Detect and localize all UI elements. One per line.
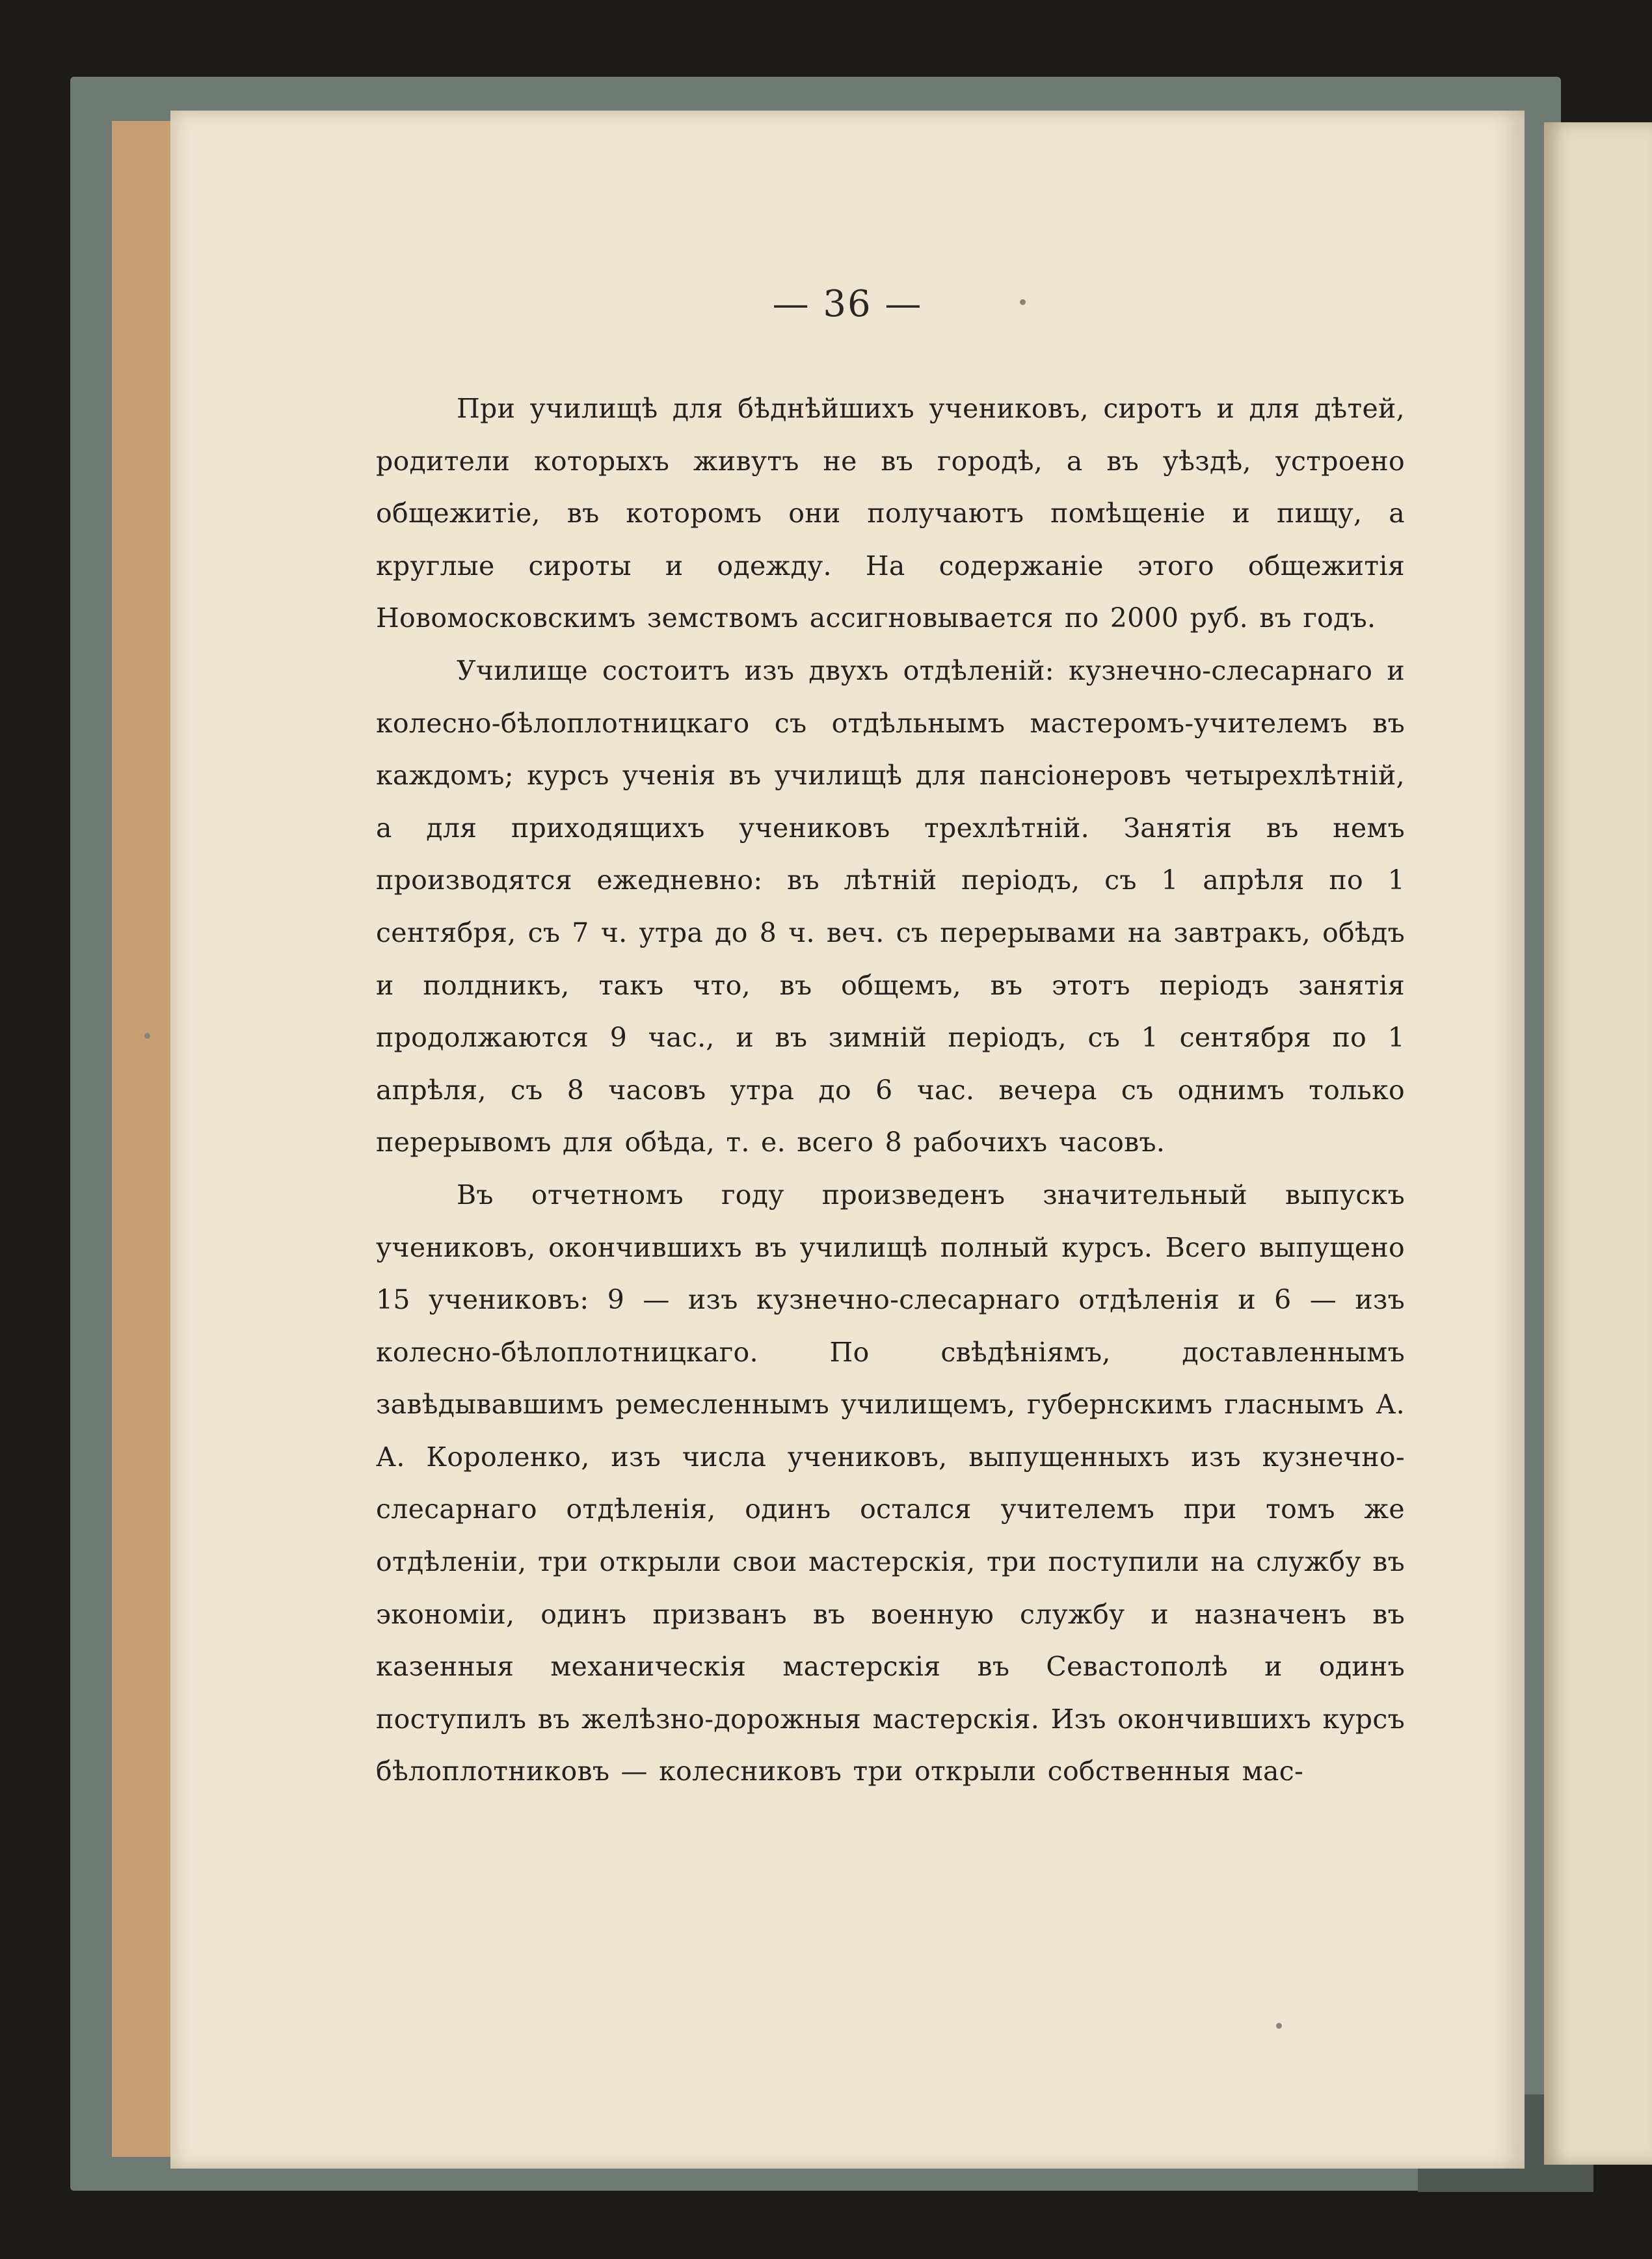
paragraph-1: При училищѣ для бѣднѣйшихъ учениковъ, сиротъ и для дѣтей, родители которыхъ живутъ не въ городѣ, а въ уѣздѣ, устроено общежитіе, въ которомъ они получаютъ помѣщеніе и пищу, а круглые сироты и одежду. На содержаніе этого общежитія Новомосковскимъ земствомъ ассигновывается по 2000 руб. въ годъ. bbox=[376, 393, 1405, 634]
page-number: — 36 — bbox=[772, 283, 923, 325]
paragraph-3: Въ отчетномъ году произведенъ значительный выпускъ учениковъ, окончившихъ въ училищѣ полный курсъ. Всего выпущено 15 учениковъ: 9 — изъ кузнечно-слесарнаго отдѣленія и 6 — изъ колесно-бѣлоплотницкаго. По свѣдѣніямъ, доставленнымъ завѣдывавшимъ ремесленнымъ училищемъ, губернскимъ гласнымъ А. А. Короленко, изъ числа учениковъ, выпущенныхъ изъ кузнечно-слесарнаго отдѣленія, одинъ остался учителемъ при томъ же отдѣленіи, три открыли свои мастерскія, три поступили на службу въ экономіи, одинъ призванъ въ военную службу и назначенъ въ казенныя механическія мастерскія въ Севастополѣ и одинъ поступилъ въ желѣзно-дорожныя мастерскія. Изъ окончившихъ курсъ бѣлоплотниковъ — колесниковъ три открыли собственныя мас- bbox=[376, 1179, 1405, 1787]
paper-speck bbox=[1276, 2023, 1282, 2029]
paragraph-2: Училище состоитъ изъ двухъ отдѣленій: кузнечно-слесарнаго и колесно-бѣлоплотницкаго съ отдѣльнымъ мастеромъ-учителемъ въ каждомъ; курсъ ученія въ училищѣ для пансіонеровъ четырехлѣтній, а для приходящихъ учениковъ трехлѣтній. Занятія въ немъ производятся ежедневно: въ лѣтній періодъ, съ 1 апрѣля по 1 сентября, съ 7 ч. утра до 8 ч. веч. съ перерывами на завтракъ, обѣдъ и полдникъ, такъ что, въ общемъ, въ этотъ періодъ занятія продолжаются 9 час., и въ зимній періодъ, съ 1 сентября по 1 апрѣля, съ 8 часовъ утра до 6 час. вечера съ однимъ только перерывомъ для обѣда, т. е. всего 8 рабочихъ часовъ. bbox=[376, 654, 1405, 1158]
paper-speck bbox=[144, 1033, 150, 1039]
page-edge-strip bbox=[112, 121, 177, 2157]
paper-speck bbox=[1020, 299, 1026, 305]
page-body-text bbox=[376, 382, 1405, 1798]
adjacent-page-edge bbox=[1544, 122, 1652, 2165]
